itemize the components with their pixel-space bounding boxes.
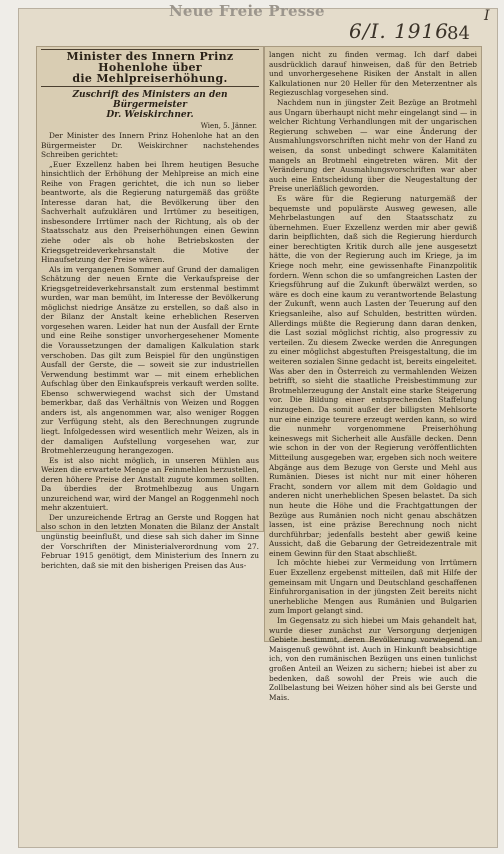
- handwritten-roman-numeral: I: [484, 8, 490, 24]
- article-paragraph: Im Gegensatz zu sich hiebei um Mais gehandelt hat, wurde dieser zunächst zur Versorgung derjenigen Gebiete bestimmt, deren Bevölkerung vorwiegend an Maisgenuß gewöhnt ist. Auch in Hinkunft beabsichtige ich, von den rumänischen Bezügen uns einen tunlichst großen Anteil an Weizen zu sichern; hiebei ist aber zu bedenken, daß sowohl der Preis wie auch die Zollbelastung bei Weizen höher sind als bei Gerste und Mais.: [269, 616, 477, 702]
- clipping-right-column: [264, 46, 482, 702]
- article-paragraph: Es wäre für die Regierung naturgemäß der bequemste und populärste Ausweg gewesen, alle Mehrbelastungen auf den Staatsschatz zu übernehmen. Euer Exzellenz werden mir aber gewiß darin beipflichten, daß sich die Regierung hierdurch einer berechtigten Kritik durch alle jene ausgesetzt hätte, die von der Regierung auch im Kriege, ja im Kriege noch mehr, eine gewissenhafte Finanzpolitik fordern. Wenn schon die so umfangreichen Lasten der Kriegsführung auf die Zukunft überwälzt werden, so wäre es doch eine kaum zu verantwortende Belastung der Zukunft, wenn auch Lasten der Teuerung auf den Kriegsanleihe, also auf Schulden, bestritten würden. Allerdings müßte die Regierung dann daran denken, die Last sozial möglichst richtig, also progressiv zu verteilen. Zu diesem Zwecke werden die Anregungen zu einer möglichst abgestuften Preisgestaltung, die im weiteren sozialen Sinne gedacht ist, bereits eingeleitet. Was aber den in Österreich zu vermahlenden Weizen betrifft, so sieht die staatliche Preisbestimmung zur Brotmehlerzeugung der Anstalt eine starke Steigerung vor. Die Bildung einer entsprechenden Staffelung einzugeben. Da somit außer der billigsten Mehlsorte nur eine einzige teurere erzeugt werden kann, so wird die nunmehr vorgenommene Preiserhöhung keineswegs mit Sicherheit alle Ausfälle decken. Denn wie schon in der von der Regierung veröffentlichten Mitteilung ausgegeben war, ergeben sich noch weitere Abgänge aus dem Bezuge von Gerste und Mehl aus Rumänien. Dieses ist nicht nur mit einer höheren Fracht, sondern vor allem mit dem Goldagio und anderen nicht unerheblichen Spesen belastet. Da sich nun heute die Höhe und die Frachtgattungen der Bezüge aus Rumänien noch nicht genau abschätzen lassen, ist eine präzise Berechnung noch nicht durchführbar; jedenfalls besteht aber gewiß keine Aussicht, daß die Gebarung der Getreidezentrale mit einem Gewinn für den Staat abschließt.: [269, 193, 477, 558]
- article-subtitle: [41, 90, 259, 120]
- article-subtitle-line-2: Dr. Weiskirchner.: [106, 110, 194, 120]
- article-title-line-2: die Mehlpreiserhöhung.: [72, 72, 228, 85]
- article-paragraph: Der unzureichende Ertrag an Gerste und Roggen hat also schon in den letzten Monaten die Bilanz der Anstalt ungünstig beeinflußt, und diese sah sich daher im Sinne der Vorschriften der Ministerialverordnung vom 27. Februar 1915 genötigt, dem Ministerium des Innern zu berichten, daß sie mit den bisherigen Preisen das Aus-: [41, 512, 259, 570]
- newspaper-masthead: Neue Freie Presse: [169, 2, 325, 20]
- article-paragraph: Der Minister des Innern Prinz Hohenlohe hat an den Bürgermeister Dr. Weiskirchner nachstehendes Schreiben gerichtet:: [41, 131, 259, 160]
- clipping-left-column: [36, 46, 264, 570]
- article-subtitle-line-1: Zuschrift des Ministers an den Bürgermeister: [72, 90, 228, 110]
- article-title-line-1: Minister des Innern Prinz Hohenlohe über: [66, 50, 234, 74]
- article-title: [41, 49, 259, 87]
- handwritten-date: 6/I. 1916: [349, 19, 449, 43]
- article-paragraph: Als im vergangenen Sommer auf Grund der damaligen Schätzung der neuen Ernte die Verkaufspreise der Kriegsgetreideverkehrsanstalt zum erstenmal bestimmt wurden, war man bemüht, im Interesse der Bevölkerung möglichst niedrige Ansätze zu erstellen, so daß also in der Bilanz der Anstalt keine erheblichen Reserven vorgesehen waren. Leider hat nun der Ausfall der Ernte und eine Reihe sonstiger unvorhergesehener Momente die Voraussetzungen der damaligen Kalkulation stark verschoben. Das gilt zum Beispiel für den ungünstigen Ausfall der Gerste, die — soweit sie zur industriellen Verwendung bestimmt war — mit einem erheblichen Aufschlag über den Einkaufspreis verkauft werden sollte. Ebenso schwerwiegend wachst sich der Umstand bemerkbar, daß das Verhältnis von Weizen und Roggen anders ist, als angenommen war, also weniger Roggen zur Verfügung steht, als den Berechnungen zugrunde liegt. Infolgedessen wird wesentlich mehr Weizen, als in der damaligen Aufstellung vorgesehen war, zur Brotmehlerzeugung herangezogen.: [41, 264, 259, 456]
- blank-sheet-area: [36, 532, 264, 642]
- handwritten-page-number: 84: [447, 23, 470, 44]
- article-dateline: Wien, 5. Jänner.: [200, 122, 257, 130]
- article-paragraph: langen nicht zu finden vermag. Ich darf dabei ausdrücklich darauf hinweisen, daß für den Betrieb und unvorhergesehene Risiken der Anstalt in allen Kalkulationen nur 20 Heller für den Meterzentner als Regiezuschlag vorgesehen sind.: [269, 50, 477, 98]
- article-paragraph: Nachdem nun in jüngster Zeit Bezüge an Brotmehl aus Ungarn überhaupt nicht mehr eingelangt sind — in welcher Richtung Verhandlungen mit der ungarischen Regierung schweben — war eine Änderung der Ausmahlungsvorschriften nicht mehr von der Hand zu weisen, da sonst unbedingt schwere Kalamitäten mangels an Brotmehl eingetreten wären. Mit der Veränderung der Ausmahlungsvorschriften war aber auch eine Entscheidung über die Neugestaltung der Preise unerläßlich geworden.: [269, 97, 477, 194]
- article-paragraph: Ich möchte hiebei zur Vermeidung von Irrtümern Euer Exzellenz ergebenst mitteilen, daß mit Hilfe der gemeinsam mit Ungarn und Deutschland geschaffenen Einfuhrorganisation in der jüngsten Zeit bereits nicht unerhebliche Mengen aus Rumänien und Bulgarien zum Import gelangt sind.: [269, 558, 477, 616]
- article-paragraph: „Euer Exzellenz haben bei Ihrem heutigen Besuche hinsichtlich der Erhöhung der Mehlpreise an mich eine Reihe von Fragen gerichtet, die ich nun so lieber beantworte, als die Regierung naturgemäß das größte Interesse daran hat, die Bevölkerung über den Sachverhalt aufzuklären und Irrtümer zu beseitigen, insbesondere Irrtümer nach der Richtung, als ob der Staatsschatz aus den Preiserhöhungen einen Gewinn ziehe oder als ob hohe Betriebskosten der Kriegsgetreideverkehrsanstalt die Motive der Hinaufsetzung der Preise wären.: [41, 159, 259, 265]
- article-paragraph: Es ist also nicht möglich, in unseren Mühlen aus Weizen die erwartete Menge an Feinmehlen herzustellen, deren höhere Preise der Anstalt zugute kommen sollten. Da überdies der Brotmehlbezug aus Ungarn unzureichend war, wird der Mangel an Roggenmehl noch mehr akzentuiert.: [41, 455, 259, 513]
